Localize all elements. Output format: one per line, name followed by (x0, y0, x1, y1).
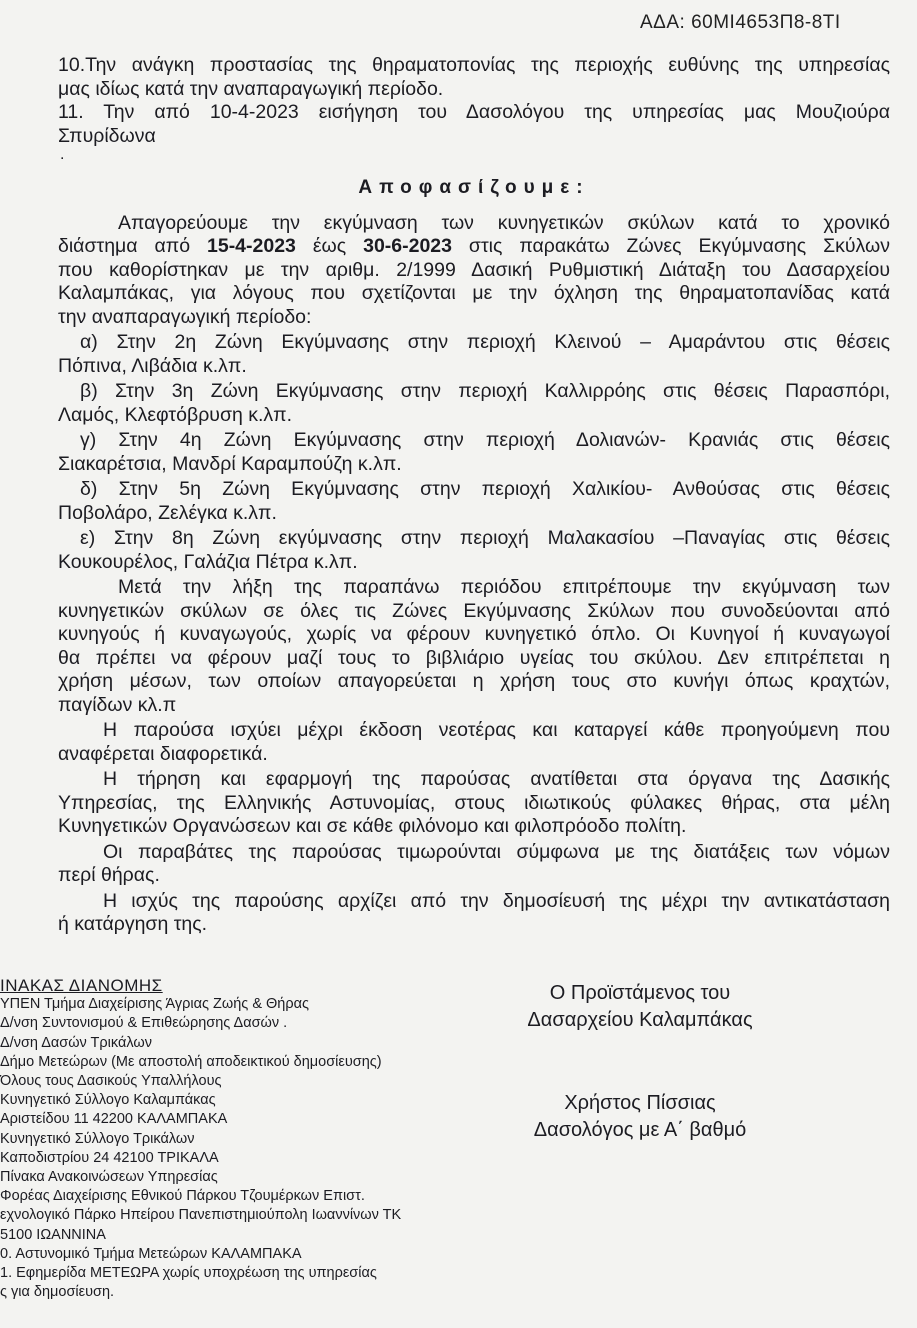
paragraph-line: περί θήρας. (58, 864, 160, 886)
distribution-entry: 1. Εφημερίδα ΜΕΤΕΩΡΑ χωρίς υποχρέωση της υπηρεσίας (0, 1265, 377, 1282)
ada-code: ΑΔΑ: 60ΜΙ4653Π8-8ΤΙ (640, 12, 841, 33)
decision-body (58, 54, 890, 937)
distribution-entry: ΥΠΕΝ Τμήμα Διαχείρισης Άγριας Ζωής & Θήρας (0, 996, 309, 1013)
prohibition-line5: την αναπαραγωγική περίοδο: (58, 305, 312, 328)
zone-item (58, 478, 890, 525)
item-10-line1: 10.Την ανάγκη προστασίας της θηραματοπονίας της περιοχής ευθύνης της υπηρεσίας (58, 54, 890, 76)
zone-item (58, 380, 890, 427)
enforcement-paragraph (58, 768, 890, 839)
signatory-role-line1: Ο Προϊστάμενος του (549, 982, 731, 1004)
paragraph-line: Η τήρηση και εφαρμογή της παρούσας ανατίθεται στα όργανα της Δασικής (103, 768, 890, 790)
distribution-list (0, 976, 470, 1302)
zone-line1: α) Στην 2η Ζώνη Εκγύμνασης στην περιοχή Κλεινού – Αμαράντου στις θέσεις (80, 331, 890, 353)
prohibition-paragraph (58, 212, 890, 330)
prohibition-line2 (58, 235, 890, 259)
paragraph-line: Η ισχύς της παρούσης αρχίζει από την δημοσίευσή της μέχρι την αντικατάσταση (103, 889, 890, 912)
zone-item (58, 527, 890, 574)
zone-line2: Κουκουρέλος, Γαλάζια Πέτρα κ.λπ. (58, 550, 358, 573)
stray-dot: . (60, 146, 65, 163)
distribution-entry: Αριστείδου 11 42200 ΚΑΛΑΜΠΑΚΑ (0, 1111, 228, 1128)
paragraph-line: κυνηγούς ή κυναγωγούς, χωρίς να φέρουν κυνηγετικό όπλο. Οι Κυνηγοί ή κυναγωγοί (58, 623, 890, 645)
date-from: 15-4-2023 (207, 235, 296, 257)
zone-line2: Σιακαρέτσια, Μανδρί Καραμπούζη κ.λπ. (58, 452, 402, 475)
section-heading: Αποφασίζουμε: (358, 177, 590, 198)
paragraph-line: Μετά την λήξη της παραπάνω περιόδου επιτρέπουμε την εκγύμναση των (118, 576, 890, 598)
paragraph-line: Οι παραβάτες της παρούσας τιμωρούνται σύμφωνα με της διατάξεις των νόμων (103, 840, 890, 863)
prohibition-line3: που καθορίστηκαν με την αριθμ. 2/1999 Δασική Ρυθμιστική Διάταξη του Δασαρχείου (58, 258, 890, 281)
paragraph-line: παγίδων κλ.π (58, 693, 177, 716)
paragraph-line: αναφέρεται διαφορετικά. (58, 742, 268, 765)
distribution-entry: εχνολογικό Πάρκο Ηπείρου Πανεπιστημιούπολη Ιωαννίνων ΤΚ (0, 1207, 402, 1224)
distribution-entry: Δ/νση Δασών Τρικάλων (0, 1034, 152, 1051)
zone-line1: β) Στην 3η Ζώνη Εκγύμνασης στην περιοχή Καλλιρρόης στις θέσεις Παρασπόρι, (80, 380, 890, 402)
distribution-entry: Δ/νση Συντονισμού & Επιθεώρησης Δασών . (0, 1015, 288, 1032)
training-permission-paragraph (58, 576, 890, 717)
item-11-line2: Σπυρίδωνα (58, 124, 156, 147)
zone-item (58, 429, 890, 476)
prohibition-line4: Καλαμπάκας, για λόγους που σχετίζονται με την όχληση της θηραματοπανίδας κατά (58, 282, 890, 304)
distribution-entry: 0. Αστυνομικό Τμήμα Μετεώρων ΚΑΛΑΜΠΑΚΑ (0, 1245, 302, 1262)
distribution-entry: Δήμο Μετεώρων (Με αποστολή αποδεικτικού δημοσίευσης) (0, 1053, 382, 1070)
zone-line2: Ποβολάρο, Ζελέγκα κ.λπ. (58, 501, 277, 524)
text-fragment: διάστημα από (58, 235, 207, 257)
prohibition-line1: Απαγορεύουμε την εκγύμναση των κυνηγετικών σκύλων κατά το χρονικό (118, 211, 890, 234)
zone-item (58, 331, 890, 378)
penalties-paragraph (58, 841, 890, 888)
signatory-title: Δασολόγος με Α΄ βαθμό (533, 1119, 747, 1141)
paragraph-line: ή κατάργηση της. (58, 913, 208, 935)
paragraph-line: θα πρέπει να φέρουν μαζί τους το βιβλιάριο υγείας του σκύλου. Δεν επιτρέπεται η (58, 646, 890, 669)
text-fragment: έως (295, 235, 364, 257)
distribution-entry: Κυνηγετικό Σύλλογο Τρικάλων (0, 1130, 195, 1147)
signatory-role-line2: Δασαρχείου Καλαμπάκας (527, 1009, 753, 1031)
zone-line1: δ) Στην 5η Ζώνη Εκγύμνασης στην περιοχή Χαλικίου- Ανθούσας στις θέσεις (80, 478, 890, 500)
zone-line1: γ) Στην 4η Ζώνη Εκγύμνασης στην περιοχή Δολιανών- Κρανιάς στις θέσεις (80, 429, 890, 451)
paragraph-line: Υπηρεσίας, της Ελληνικής Αστυνομίας, στους ιδιωτικούς φύλακες θήρας, στα μέλη (58, 791, 890, 814)
date-to: 30-6-2023 (363, 235, 452, 257)
zone-line2: Πόπινα, Λιβάδια κ.λπ. (58, 354, 247, 377)
zone-line1: ε) Στην 8η Ζώνη εκγύμνασης στην περιοχή Μαλακασίου –Παναγίας στις θέσεις (80, 527, 890, 549)
paragraph-line: κυνηγετικών σκύλων σε όλες τις Ζώνες Εκγύμνασης Σκύλων που συνοδεύονται από (58, 599, 890, 622)
paragraph-line: χρήση μέσων, των οποίων απαγορεύεται η χρήση τους στο κυνήγι όπως κραχτών, (58, 670, 890, 692)
distribution-entry: Όλους τους Δασικούς Υπαλλήλους (0, 1073, 222, 1090)
effective-date-paragraph (58, 890, 890, 937)
text-fragment: στις παρακάτω Ζώνες Εκγύμνασης Σκύλων (452, 235, 890, 257)
paragraph-line: Η παρούσα ισχύει μέχρι έκδοση νεοτέρας και καταργεί κάθε προηγούμενη που (103, 719, 890, 741)
item-11-line1: 11. Την από 10-4-2023 εισήγηση του Δασολόγου της υπηρεσίας μας Μουζιούρα (58, 101, 890, 123)
validity-paragraph (58, 719, 890, 766)
distribution-entry: Φορέας Διαχείρισης Εθνικού Πάρκου Τζουμέρκων Επιστ. (0, 1188, 365, 1205)
distribution-entry: Καποδιστρίου 24 42100 ΤΡΙΚΑΛΑ (0, 1149, 219, 1166)
item-10-line2: μας ιδίως κατά την αναπαραγωγική περίοδο. (58, 77, 444, 100)
distribution-entry: 5100 ΙΩΑΝΝΙΝΑ (0, 1226, 106, 1243)
distribution-entry: Πίνακα Ανακοινώσεων Υπηρεσίας (0, 1169, 218, 1186)
distribution-entry: Κυνηγετικό Σύλλογο Καλαμπάκας (0, 1092, 216, 1109)
zone-line2: Λαμός, Κλεφτόβρυση κ.λπ. (58, 403, 293, 426)
distribution-entry: ς για δημοσίευση. (0, 1284, 115, 1301)
signatory-name: Χρήστος Πίσσιας (564, 1092, 716, 1114)
distribution-title: ΙΝΑΚΑΣ ΔΙΑΝΟΜΗΣ (0, 976, 163, 995)
paragraph-line: Κυνηγετικών Οργανώσεων και σε κάθε φιλόνομο και φιλοπρόοδο πολίτη. (58, 815, 687, 837)
zones-list (58, 331, 890, 574)
signature-block (490, 980, 790, 1144)
